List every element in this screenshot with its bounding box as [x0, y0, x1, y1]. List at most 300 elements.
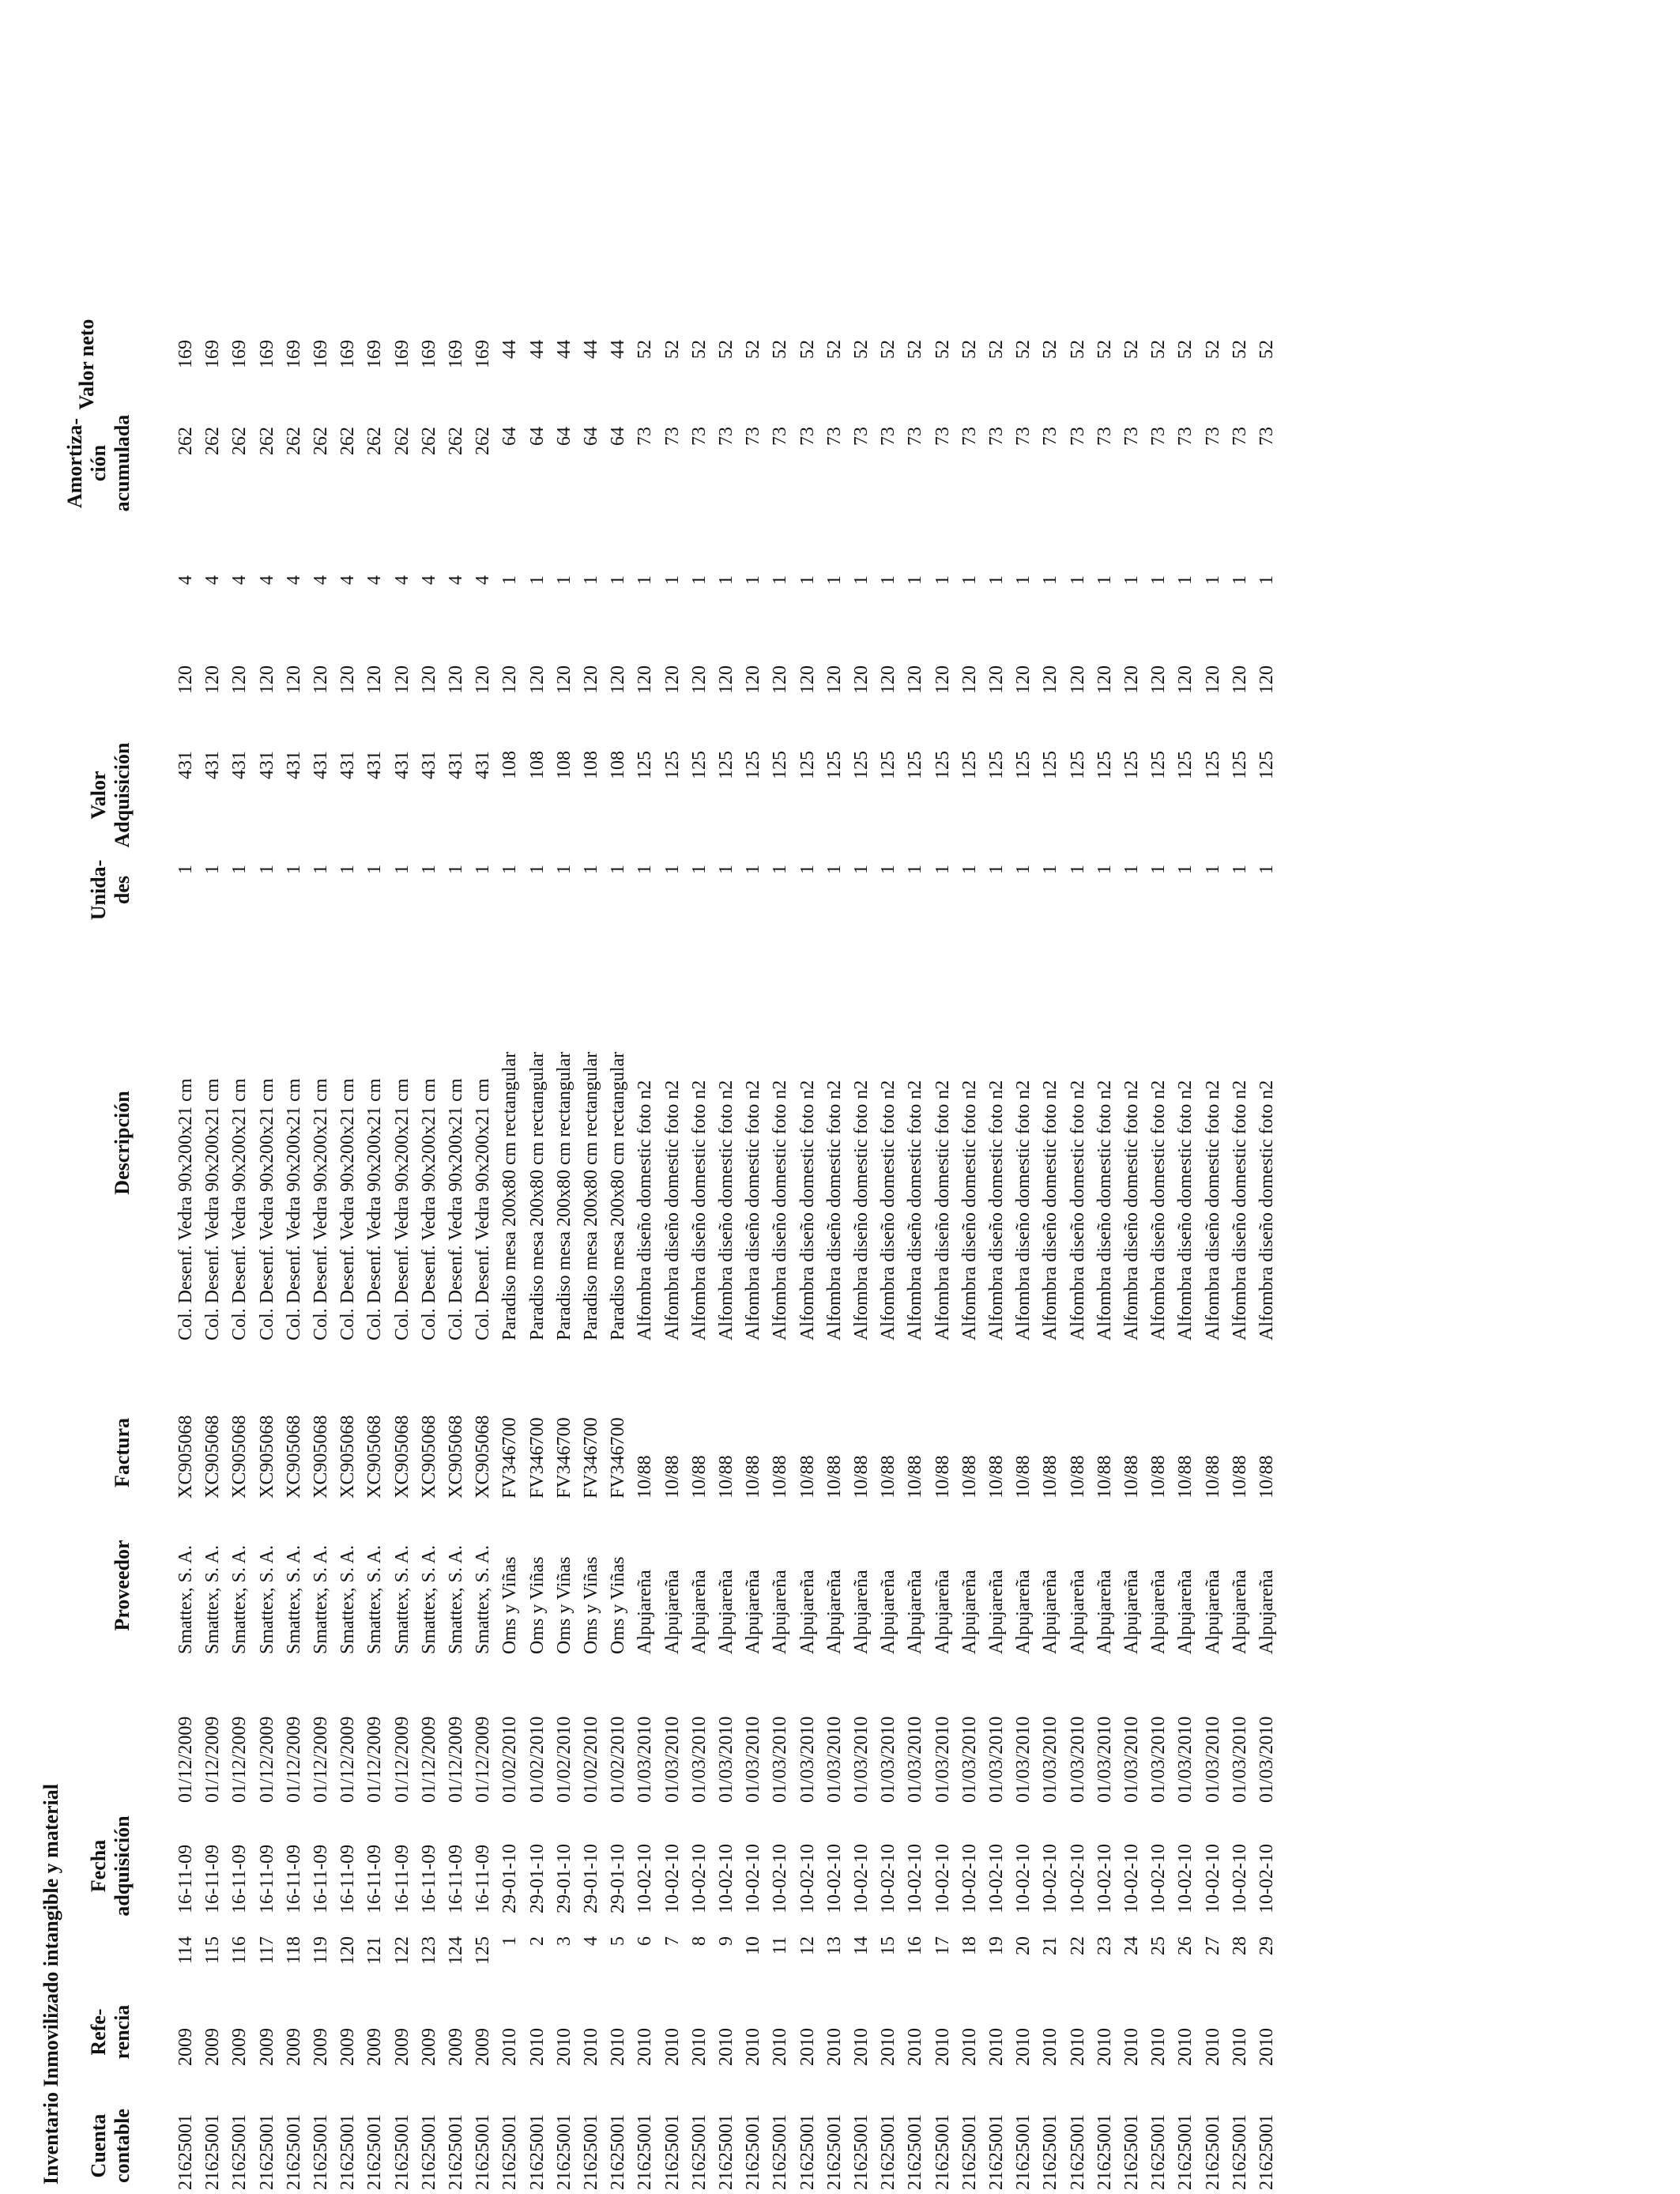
cell-fecha-adquisicion: 16-11-09 [202, 1844, 224, 1913]
cell-col-120: 120 [256, 665, 277, 694]
cell-valor-neto: 52 [1094, 340, 1115, 359]
cell-descripcion: Alfombra diseño domestic foto n2 [959, 1080, 980, 1340]
cell-fecha-alta: 01/12/2009 [311, 1716, 331, 1803]
cell-valor-adquisicion: 125 [1229, 751, 1250, 779]
cell-referencia-ano: 2009 [418, 2028, 439, 2066]
header-amortizacion [63, 415, 134, 512]
cell-cuenta-contable: 21625001 [473, 2114, 494, 2190]
cell-proveedor: Oms y Viñas [526, 1556, 548, 1654]
table-row [1200, 0, 1226, 2194]
cell-fecha-adquisicion: 10-02-10 [1175, 1844, 1196, 1913]
table-row [659, 0, 686, 2194]
cell-fecha-alta: 01/12/2009 [256, 1716, 277, 1803]
cell-col-4: 1 [553, 575, 574, 585]
cell-fecha-adquisicion: 10-02-10 [661, 1844, 683, 1913]
cell-amortizacion-acumulada: 73 [986, 427, 1007, 446]
cell-factura: XC905068 [175, 1415, 196, 1498]
cell-unidades: 1 [797, 865, 818, 874]
cell-fecha-alta: 01/03/2010 [959, 1716, 980, 1803]
cell-valor-adquisicion: 431 [283, 751, 304, 779]
cell-fecha-adquisicion: 10-02-10 [1202, 1844, 1223, 1913]
cell-cuenta-contable: 21625001 [418, 2114, 439, 2190]
cell-factura: XC905068 [337, 1415, 359, 1498]
cell-valor-adquisicion: 431 [473, 751, 494, 779]
cell-amortizacion-acumulada: 73 [1040, 427, 1061, 446]
table-row [631, 0, 658, 2194]
cell-cuenta-contable: 21625001 [229, 2114, 250, 2190]
cell-referencia-num: 18 [959, 1936, 980, 1955]
cell-col-4: 1 [1229, 575, 1250, 585]
cell-col-4: 1 [851, 575, 872, 585]
cell-referencia-num: 117 [256, 1936, 277, 1965]
header-amortizacion-line3: acumulada [111, 414, 134, 512]
cell-col-120: 120 [1229, 665, 1250, 694]
cell-col-4: 4 [256, 575, 277, 585]
cell-proveedor: Smattex, S. A. [418, 1544, 439, 1654]
cell-col-120: 120 [878, 665, 899, 694]
cell-referencia-ano: 2010 [1067, 2028, 1088, 2066]
cell-proveedor: Smattex, S. A. [391, 1544, 412, 1654]
cell-fecha-adquisicion: 16-11-09 [311, 1844, 331, 1913]
cell-amortizacion-acumulada: 73 [1067, 427, 1088, 446]
cell-factura: FV346700 [581, 1417, 601, 1498]
cell-unidades: 1 [391, 865, 412, 874]
cell-amortizacion-acumulada: 73 [1202, 427, 1223, 446]
cell-valor-neto: 169 [229, 340, 250, 368]
cell-col-120: 120 [743, 665, 764, 694]
cell-fecha-adquisicion: 10-02-10 [932, 1844, 953, 1913]
cell-referencia-num: 9 [716, 1936, 736, 1946]
cell-unidades: 1 [959, 865, 980, 874]
cell-valor-neto: 169 [473, 340, 494, 368]
cell-referencia-num: 12 [797, 1936, 818, 1955]
cell-amortizacion-acumulada: 73 [905, 427, 926, 446]
cell-factura: 10/88 [1013, 1455, 1034, 1498]
cell-valor-adquisicion: 108 [581, 751, 601, 779]
table-row [1226, 0, 1253, 2194]
cell-fecha-alta: 01/03/2010 [743, 1716, 764, 1803]
cell-valor-adquisicion: 125 [1148, 751, 1170, 779]
cell-valor-adquisicion: 108 [499, 751, 521, 779]
cell-col-4: 4 [418, 575, 439, 585]
cell-referencia-num: 24 [1121, 1936, 1142, 1955]
cell-col-120: 120 [770, 665, 791, 694]
cell-referencia-ano: 2010 [526, 2028, 548, 2066]
cell-referencia-num: 115 [202, 1936, 224, 1965]
cell-cuenta-contable: 21625001 [959, 2114, 980, 2190]
cell-fecha-alta: 01/02/2010 [553, 1716, 574, 1803]
cell-cuenta-contable: 21625001 [391, 2114, 412, 2190]
cell-referencia-ano: 2010 [932, 2028, 953, 2066]
cell-col-4: 1 [688, 575, 710, 585]
header-amortizacion-line1: Amortiza- [63, 417, 86, 509]
cell-unidades: 1 [1121, 865, 1142, 874]
cell-cuenta-contable: 21625001 [364, 2114, 386, 2190]
table-row [172, 0, 199, 2194]
cell-valor-adquisicion: 431 [337, 751, 359, 779]
cell-referencia-num: 7 [661, 1936, 683, 1946]
cell-factura: 10/88 [1229, 1455, 1250, 1498]
cell-cuenta-contable: 21625001 [256, 2114, 277, 2190]
cell-col-120: 120 [1013, 665, 1034, 694]
cell-valor-adquisicion: 125 [959, 751, 980, 779]
cell-cuenta-contable: 21625001 [581, 2114, 601, 2190]
cell-factura: 10/88 [851, 1455, 872, 1498]
cell-fecha-alta: 01/03/2010 [823, 1716, 845, 1803]
cell-referencia-ano: 2010 [823, 2028, 845, 2066]
cell-referencia-num: 27 [1202, 1936, 1223, 1955]
cell-factura: 10/88 [635, 1455, 656, 1498]
cell-fecha-alta: 01/03/2010 [1121, 1716, 1142, 1803]
cell-valor-adquisicion: 125 [743, 751, 764, 779]
cell-referencia-num: 8 [688, 1936, 710, 1946]
cell-factura: 10/88 [986, 1455, 1007, 1498]
cell-descripcion: Alfombra diseño domestic foto n2 [1040, 1080, 1061, 1340]
cell-fecha-alta: 01/03/2010 [661, 1716, 683, 1803]
table-row [469, 0, 496, 2194]
cell-unidades: 1 [337, 865, 359, 874]
cell-fecha-adquisicion: 16-11-09 [256, 1844, 277, 1913]
cell-amortizacion-acumulada: 73 [688, 427, 710, 446]
cell-unidades: 1 [364, 865, 386, 874]
cell-proveedor: Smattex, S. A. [256, 1544, 277, 1654]
cell-col-120: 120 [823, 665, 845, 694]
cell-col-120: 120 [851, 665, 872, 694]
cell-col-4: 1 [878, 575, 899, 585]
cell-cuenta-contable: 21625001 [202, 2114, 224, 2190]
cell-col-120: 120 [473, 665, 494, 694]
cell-valor-adquisicion: 431 [229, 751, 250, 779]
cell-proveedor: Smattex, S. A. [202, 1544, 224, 1654]
cell-cuenta-contable: 21625001 [770, 2114, 791, 2190]
table-row [713, 0, 740, 2194]
cell-valor-neto: 52 [635, 340, 656, 359]
cell-fecha-alta: 01/03/2010 [851, 1716, 872, 1803]
cell-col-4: 1 [526, 575, 548, 585]
cell-col-120: 120 [716, 665, 736, 694]
cell-referencia-ano: 2010 [499, 2028, 521, 2066]
cell-descripcion: Alfombra diseño domestic foto n2 [1013, 1080, 1034, 1340]
cell-amortizacion-acumulada: 73 [716, 427, 736, 446]
cell-col-4: 4 [202, 575, 224, 585]
table-row [443, 0, 469, 2194]
header-cuenta-line1: Cuenta [87, 2113, 110, 2178]
cell-proveedor: Alpujareña [743, 1570, 764, 1654]
cell-valor-neto: 52 [1067, 340, 1088, 359]
cell-descripcion: Col. Desenf. Vedra 90x200x21 cm [175, 1078, 196, 1340]
cell-descripcion: Alfombra diseño domestic foto n2 [1229, 1080, 1250, 1340]
cell-referencia-ano: 2009 [202, 2028, 224, 2066]
cell-valor-neto: 52 [1202, 340, 1223, 359]
cell-referencia-num: 3 [553, 1936, 574, 1946]
cell-unidades: 1 [256, 865, 277, 874]
cell-valor-adquisicion: 125 [688, 751, 710, 779]
table-row [686, 0, 713, 2194]
cell-unidades: 1 [986, 865, 1007, 874]
table-row [740, 0, 767, 2194]
cell-col-120: 120 [229, 665, 250, 694]
cell-referencia-ano: 2009 [337, 2028, 359, 2066]
cell-amortizacion-acumulada: 262 [256, 427, 277, 455]
cell-col-120: 120 [688, 665, 710, 694]
header-valor-neto [75, 319, 99, 410]
cell-amortizacion-acumulada: 73 [1094, 427, 1115, 446]
cell-amortizacion-acumulada: 73 [959, 427, 980, 446]
cell-cuenta-contable: 21625001 [1175, 2114, 1196, 2190]
cell-descripcion: Alfombra diseño domestic foto n2 [1121, 1080, 1142, 1340]
cell-cuenta-contable: 21625001 [1202, 2114, 1223, 2190]
cell-fecha-adquisicion: 10-02-10 [959, 1844, 980, 1913]
cell-proveedor: Smattex, S. A. [283, 1544, 304, 1654]
cell-fecha-adquisicion: 16-11-09 [418, 1844, 439, 1913]
cell-valor-neto: 52 [1013, 340, 1034, 359]
cell-fecha-adquisicion: 29-01-10 [608, 1844, 629, 1913]
cell-col-120: 120 [391, 665, 412, 694]
cell-fecha-alta: 01/03/2010 [932, 1716, 953, 1803]
cell-unidades: 1 [635, 865, 656, 874]
cell-referencia-ano: 2010 [1121, 2028, 1142, 2066]
cell-proveedor: Oms y Viñas [499, 1556, 521, 1654]
cell-factura: 10/88 [1040, 1455, 1061, 1498]
cell-proveedor: Alpujareña [716, 1570, 736, 1654]
cell-descripcion: Alfombra diseño domestic foto n2 [986, 1080, 1007, 1340]
cell-cuenta-contable: 21625001 [175, 2114, 196, 2190]
header-referencia-line1: Refe- [87, 2008, 110, 2056]
table-row [956, 0, 983, 2194]
cell-valor-neto: 52 [959, 340, 980, 359]
cell-cuenta-contable: 21625001 [1013, 2114, 1034, 2190]
cell-descripcion: Paradiso mesa 200x80 cm rectangular [553, 1051, 574, 1340]
header-unidades-line1: Unida- [87, 859, 110, 921]
table-row [767, 0, 793, 2194]
cell-col-120: 120 [635, 665, 656, 694]
cell-referencia-num: 26 [1175, 1936, 1196, 1955]
header-valor-adquisicion [87, 743, 134, 848]
cell-cuenta-contable: 21625001 [553, 2114, 574, 2190]
header-descripcion-line1: Descripción [111, 1091, 134, 1195]
cell-amortizacion-acumulada: 64 [499, 427, 521, 446]
cell-valor-neto: 44 [581, 340, 601, 359]
cell-fecha-alta: 01/03/2010 [1013, 1716, 1034, 1803]
header-proveedor [111, 1540, 134, 1630]
cell-fecha-alta: 01/02/2010 [608, 1716, 629, 1803]
cell-referencia-ano: 2010 [1040, 2028, 1061, 2066]
cell-factura: 10/88 [1148, 1455, 1170, 1498]
cell-factura: FV346700 [553, 1417, 574, 1498]
cell-col-120: 120 [202, 665, 224, 694]
header-valor-adquisicion-line2: Adquisición [111, 742, 134, 848]
cell-proveedor: Smattex, S. A. [364, 1544, 386, 1654]
cell-col-4: 1 [1256, 575, 1277, 585]
cell-fecha-adquisicion: 10-02-10 [878, 1844, 899, 1913]
cell-fecha-alta: 01/03/2010 [1040, 1716, 1061, 1803]
cell-proveedor: Smattex, S. A. [311, 1544, 331, 1654]
cell-valor-neto: 52 [1175, 340, 1196, 359]
cell-cuenta-contable: 21625001 [1229, 2114, 1250, 2190]
cell-unidades: 1 [1094, 865, 1115, 874]
cell-cuenta-contable: 21625001 [608, 2114, 629, 2190]
cell-cuenta-contable: 21625001 [1148, 2114, 1170, 2190]
cell-unidades: 1 [851, 865, 872, 874]
cell-fecha-adquisicion: 10-02-10 [635, 1844, 656, 1913]
cell-col-120: 120 [661, 665, 683, 694]
cell-descripcion: Paradiso mesa 200x80 cm rectangular [499, 1051, 521, 1340]
table-row [361, 0, 388, 2194]
cell-fecha-adquisicion: 16-11-09 [283, 1844, 304, 1913]
cell-valor-adquisicion: 125 [851, 751, 872, 779]
cell-referencia-num: 22 [1067, 1936, 1088, 1955]
cell-descripcion: Alfombra diseño domestic foto n2 [823, 1080, 845, 1340]
cell-col-4: 1 [770, 575, 791, 585]
cell-amortizacion-acumulada: 73 [1148, 427, 1170, 446]
cell-valor-neto: 169 [311, 340, 331, 368]
cell-referencia-ano: 2010 [1013, 2028, 1034, 2066]
cell-proveedor: Smattex, S. A. [229, 1544, 250, 1654]
cell-referencia-ano: 2010 [553, 2028, 574, 2066]
cell-amortizacion-acumulada: 262 [175, 427, 196, 455]
cell-valor-neto: 52 [1256, 340, 1277, 359]
cell-valor-adquisicion: 125 [823, 751, 845, 779]
cell-amortizacion-acumulada: 262 [418, 427, 439, 455]
cell-fecha-adquisicion: 10-02-10 [1256, 1844, 1277, 1913]
cell-col-4: 1 [1175, 575, 1196, 585]
cell-descripcion: Col. Desenf. Vedra 90x200x21 cm [364, 1078, 386, 1340]
cell-valor-adquisicion: 125 [1067, 751, 1088, 779]
cell-cuenta-contable: 21625001 [932, 2114, 953, 2190]
cell-amortizacion-acumulada: 73 [770, 427, 791, 446]
cell-fecha-alta: 01/03/2010 [1094, 1716, 1115, 1803]
header-fecha-line2: adquisición [111, 1815, 134, 1917]
cell-referencia-ano: 2010 [770, 2028, 791, 2066]
cell-proveedor: Oms y Viñas [553, 1556, 574, 1654]
cell-referencia-ano: 2010 [878, 2028, 899, 2066]
cell-fecha-adquisicion: 10-02-10 [986, 1844, 1007, 1913]
cell-referencia-ano: 2010 [986, 2028, 1007, 2066]
cell-referencia-ano: 2009 [175, 2028, 196, 2066]
cell-proveedor: Smattex, S. A. [473, 1544, 494, 1654]
cell-unidades: 1 [446, 865, 466, 874]
cell-col-4: 1 [1202, 575, 1223, 585]
cell-col-4: 4 [229, 575, 250, 585]
table-row [605, 0, 631, 2194]
cell-valor-neto: 52 [823, 340, 845, 359]
cell-valor-neto: 52 [770, 340, 791, 359]
cell-referencia-ano: 2010 [1256, 2028, 1277, 2066]
cell-fecha-adquisicion: 10-02-10 [1013, 1844, 1034, 1913]
cell-fecha-alta: 01/03/2010 [1148, 1716, 1170, 1803]
cell-factura: 10/88 [932, 1455, 953, 1498]
cell-fecha-alta: 01/03/2010 [1067, 1716, 1088, 1803]
cell-col-4: 1 [797, 575, 818, 585]
cell-col-120: 120 [1067, 665, 1088, 694]
cell-factura: 10/88 [661, 1455, 683, 1498]
cell-fecha-adquisicion: 10-02-10 [1094, 1844, 1115, 1913]
cell-valor-neto: 44 [499, 340, 521, 359]
cell-referencia-num: 4 [581, 1936, 601, 1946]
cell-col-4: 1 [635, 575, 656, 585]
cell-valor-neto: 52 [878, 340, 899, 359]
cell-fecha-adquisicion: 10-02-10 [851, 1844, 872, 1913]
cell-descripcion: Col. Desenf. Vedra 90x200x21 cm [202, 1078, 224, 1340]
cell-fecha-alta: 01/03/2010 [770, 1716, 791, 1803]
cell-fecha-alta: 01/03/2010 [688, 1716, 710, 1803]
cell-fecha-adquisicion: 10-02-10 [716, 1844, 736, 1913]
cell-descripcion: Alfombra diseño domestic foto n2 [797, 1080, 818, 1340]
cell-fecha-alta: 01/03/2010 [1229, 1716, 1250, 1803]
cell-col-120: 120 [1148, 665, 1170, 694]
cell-amortizacion-acumulada: 73 [1229, 427, 1250, 446]
cell-amortizacion-acumulada: 64 [608, 427, 629, 446]
cell-referencia-ano: 2010 [1148, 2028, 1170, 2066]
header-cuenta [87, 2109, 134, 2183]
cell-unidades: 1 [688, 865, 710, 874]
cell-referencia-num: 10 [743, 1936, 764, 1955]
cell-valor-neto: 169 [391, 340, 412, 368]
cell-proveedor: Alpujareña [851, 1570, 872, 1654]
cell-amortizacion-acumulada: 262 [364, 427, 386, 455]
cell-referencia-num: 122 [391, 1936, 412, 1965]
cell-descripcion: Alfombra diseño domestic foto n2 [905, 1080, 926, 1340]
cell-factura: XC905068 [202, 1415, 224, 1498]
cell-factura: XC905068 [418, 1415, 439, 1498]
cell-col-120: 120 [1121, 665, 1142, 694]
cell-fecha-adquisicion: 29-01-10 [526, 1844, 548, 1913]
cell-cuenta-contable: 21625001 [526, 2114, 548, 2190]
cell-valor-neto: 52 [688, 340, 710, 359]
header-valor-neto-line1: Valor neto [75, 319, 98, 410]
cell-referencia-ano: 2009 [229, 2028, 250, 2066]
cell-unidades: 1 [229, 865, 250, 874]
table-row [902, 0, 929, 2194]
table-row [1253, 0, 1280, 2194]
cell-factura: FV346700 [499, 1417, 521, 1498]
cell-fecha-adquisicion: 10-02-10 [770, 1844, 791, 1913]
cell-fecha-alta: 01/03/2010 [1202, 1716, 1223, 1803]
cell-valor-adquisicion: 431 [175, 751, 196, 779]
cell-proveedor: Alpujareña [1094, 1570, 1115, 1654]
cell-fecha-adquisicion: 10-02-10 [1121, 1844, 1142, 1913]
cell-descripcion: Paradiso mesa 200x80 cm rectangular [608, 1051, 629, 1340]
cell-amortizacion-acumulada: 73 [851, 427, 872, 446]
cell-fecha-adquisicion: 16-11-09 [391, 1844, 412, 1913]
cell-valor-adquisicion: 125 [1256, 751, 1277, 779]
cell-valor-neto: 52 [1121, 340, 1142, 359]
cell-factura: XC905068 [311, 1415, 331, 1498]
cell-col-120: 120 [499, 665, 521, 694]
cell-amortizacion-acumulada: 73 [797, 427, 818, 446]
cell-referencia-ano: 2009 [311, 2028, 331, 2066]
cell-referencia-num: 17 [932, 1936, 953, 1955]
cell-proveedor: Alpujareña [823, 1570, 845, 1654]
cell-col-4: 1 [716, 575, 736, 585]
cell-col-120: 120 [1202, 665, 1223, 694]
cell-factura: XC905068 [256, 1415, 277, 1498]
table-row [199, 0, 226, 2194]
cell-unidades: 1 [526, 865, 548, 874]
table-row [1172, 0, 1199, 2194]
cell-factura: 10/88 [1121, 1455, 1142, 1498]
cell-fecha-adquisicion: 10-02-10 [1040, 1844, 1061, 1913]
cell-unidades: 1 [716, 865, 736, 874]
cell-amortizacion-acumulada: 64 [553, 427, 574, 446]
table-row [389, 0, 416, 2194]
table-row [578, 0, 605, 2194]
cell-cuenta-contable: 21625001 [716, 2114, 736, 2190]
cell-fecha-adquisicion: 10-02-10 [823, 1844, 845, 1913]
cell-cuenta-contable: 21625001 [986, 2114, 1007, 2190]
cell-fecha-alta: 01/12/2009 [418, 1716, 439, 1803]
cell-cuenta-contable: 21625001 [823, 2114, 845, 2190]
